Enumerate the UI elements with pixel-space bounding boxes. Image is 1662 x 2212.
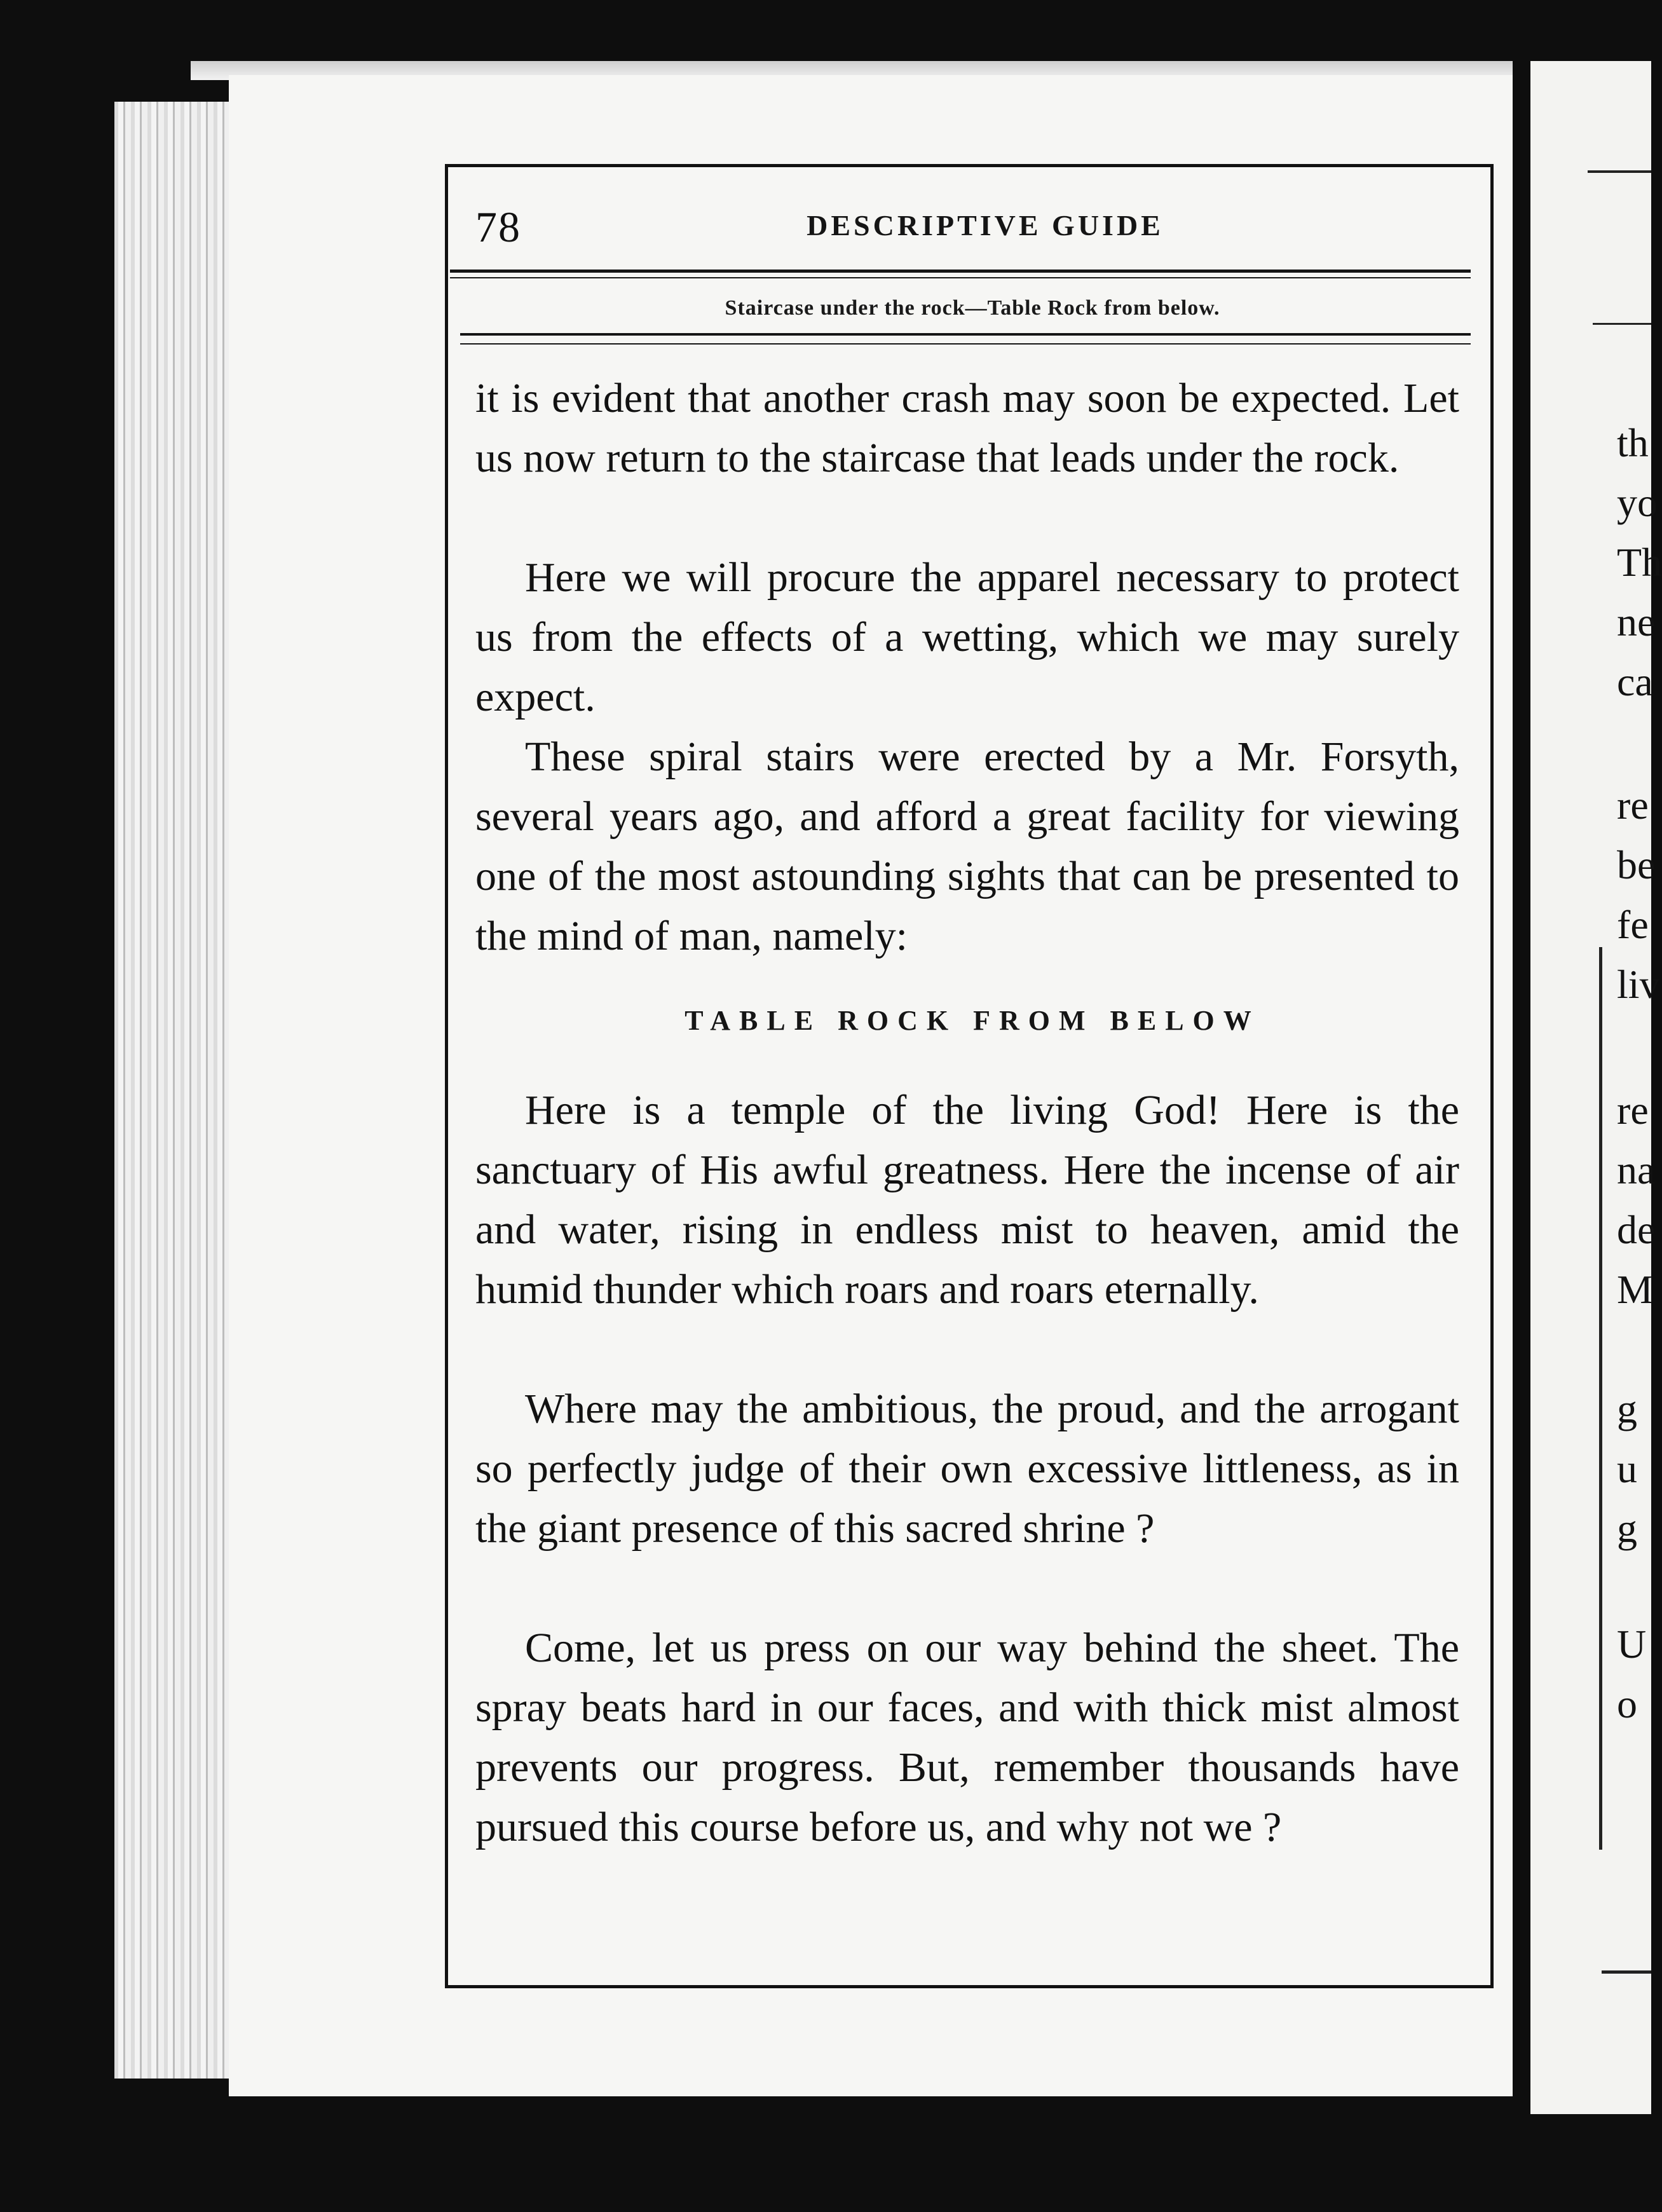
paragraph-5: Where may the ambitious, the proud, and the arrogant so perfectly judge of their own excessive littleness, as in the giant presence of this sacred shrine ? [475,1386,1459,1552]
paragraph-1: it is evident that another crash may soon be expected. Let us now return to the staircase that leads under the rock. [475,375,1459,481]
facing-frame-left [1599,947,1602,1850]
subhead-rule [460,333,1471,336]
facing-text-10: re [1617,1088,1649,1133]
facing-text-11: na [1617,1147,1656,1192]
subhead: Staircase under the rock—Table Rock from below. [725,296,1220,320]
header-rule-thin [450,277,1471,278]
section-title: TABLE ROCK FROM BELOW [685,1005,1260,1036]
facing-text-3: Th [1617,540,1662,585]
facing-text-6: re [1617,782,1649,828]
facing-text-17: U [1617,1621,1647,1667]
facing-text-4: ne [1617,599,1656,645]
facing-text-15: u [1617,1446,1637,1491]
facing-text-9: liv [1617,962,1660,1007]
facing-text-18: o [1617,1681,1637,1726]
facing-text-13: M [1617,1267,1653,1312]
running-head: DESCRIPTIVE GUIDE [807,209,1164,242]
facing-frame-bottom [1602,1970,1651,1974]
paragraph-4: Here is a temple of the living God! Here is the sanctuary of His awful greatness. Here the incense of air and water, rising in endless mist to heaven, amid the humid thunder which roars and roars eternally. [475,1087,1459,1313]
facing-rule [1593,323,1651,325]
facing-text-12: de [1617,1207,1656,1252]
facing-text-1: th [1617,420,1649,465]
facing-text-16: g [1617,1506,1637,1551]
paragraph-2: Here we will procure the apparel necessary to protect us from the effects of a wetting, which we may surely expect. [475,554,1459,720]
subhead-rule-thin [460,343,1471,345]
facing-text-7: be [1617,842,1656,887]
paragraph-6: Come, let us press on our way behind the sheet. The spray beats hard in our faces, and with thick mist almost prevents our progress. But, remember thousands have pursued this course before us, and why not we ? [475,1625,1459,1850]
header-rule [450,270,1471,273]
facing-frame-top [1588,170,1651,173]
facing-text-14: g [1617,1386,1637,1431]
facing-text-8: fe [1617,902,1649,947]
facing-text-2: yo [1617,480,1658,525]
page-stack-edge [114,102,248,2079]
page-number: 78 [475,203,521,251]
facing-text-5: ca [1617,659,1653,704]
paragraph-3: These spiral stairs were erected by a Mr. Forsyth, several years ago, and afford a great facility for viewing one of the most astounding sights that can be presented to the mind of man, namely: [475,734,1459,959]
